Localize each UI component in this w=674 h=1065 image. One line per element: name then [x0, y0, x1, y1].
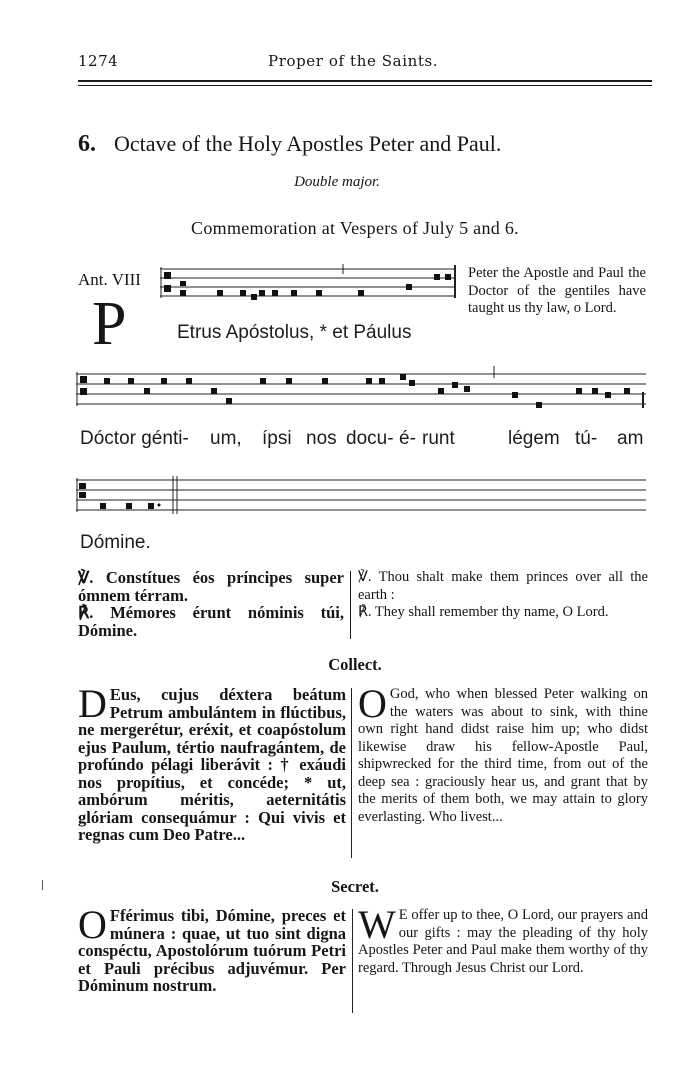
secret-heading: Secret.: [331, 877, 379, 896]
running-head: [78, 52, 652, 74]
secret-english-initial: W: [358, 902, 396, 947]
secret-latin: [78, 902, 346, 995]
antiphon-translation: Peter the Apostle and Paul the Doctor of the gentiles have taught us thy law, o Lord.: [468, 265, 646, 316]
antiphon-lyric-2-word: runt: [422, 428, 455, 449]
antiphon-lyric-3: Dómine.: [80, 532, 151, 553]
collect-heading: Collect.: [328, 655, 382, 674]
antiphon-lyric-2-word: é-: [399, 428, 416, 449]
antiphon-lyric-2-word: légem: [508, 428, 560, 449]
antiphon-lyric-2-word: Dóctor génti-: [80, 428, 189, 449]
margin-mark: [42, 880, 43, 890]
feast-name: Octave of the Holy Apostles Peter and Paul.: [114, 131, 502, 156]
antiphon-lyric-2-word: tú-: [575, 428, 598, 449]
running-title: Proper of the Saints.: [268, 52, 439, 70]
collect-english-initial: O: [358, 681, 387, 726]
antiphon-initial: P: [92, 290, 127, 358]
secret-english: [358, 902, 648, 977]
secret-latin-initial: O: [78, 902, 107, 947]
collect-latin: [78, 681, 346, 844]
feast-title: [78, 131, 658, 158]
antiphon-lyric-2-word: docu-: [346, 428, 394, 449]
collect-english: [358, 681, 648, 826]
antiphon-lyric-2-word: nos: [306, 428, 337, 449]
column-divider: [351, 688, 352, 858]
antiphon-lyric-2-word: am: [617, 428, 644, 449]
commemoration-line: Commemoration at Vespers of July 5 and 6.: [191, 218, 519, 238]
page-number: 1274: [78, 52, 119, 70]
antiphon-label: Ant. VIII: [78, 270, 141, 289]
antiphon-lyric-2-word: ípsi: [262, 428, 292, 449]
chant-staff-3: [76, 472, 650, 518]
chant-staff-2: [76, 364, 650, 412]
header-rule-thin: [78, 85, 652, 86]
feast-rank: Double major.: [294, 174, 380, 190]
collect-english-text: God, who when blessed Peter walking on the waters was about to sink, with thine own right hand didst raise him up; who didst likewise draw his fellow-Apostle Paul, shipwrecked for the third time, from out of the deep sea : graciously hear us, and grant that by the merits of them both, we may attain to glory everlasting. Who livest...: [358, 686, 648, 825]
column-divider: [352, 909, 353, 1013]
antiphon-lyric-1: Etrus Apóstolus, * et Páulus: [177, 322, 412, 343]
column-divider: [350, 571, 351, 639]
header-rule: [78, 80, 652, 82]
antiphon-lyric-2-word: um,: [210, 428, 242, 449]
secret-latin-text: Fférimus tibi, Dómine, preces et múnera : quae, ut tuo sint digna conspéctu, Apostolórum tuórum Petri et Pauli précibus adjuvémur. Per Dóminum nostrum.: [78, 906, 346, 995]
collect-latin-text: Eus, cujus déxtera beátum Petrum ambulántem in flúctibus, ne mergerétur, eréxit, et coapóstolum ejus Paulum, tértio naufragántem, de profúndo pélagi liberávit : † exáudi nos propítius, et concéde; * ut, ambórum méritis, aeternitátis glóriam consequámur : Qui vivis et regnas cum Deo Patre...: [78, 685, 346, 844]
secret-english-text: E offer up to thee, O Lord, our prayers and our gifts : may the pleading of thy holy Apostles Peter and Paul make them worthy of thy regard. Through Jesus Christ our Lord.: [358, 907, 648, 976]
feast-number: 6.: [78, 131, 96, 157]
versicle-latin: ℣. Constítues éos príncipes super ómnem térram. ℟. Mémores érunt nóminis túi, Dómine.: [78, 568, 344, 640]
collect-latin-initial: D: [78, 681, 107, 726]
chant-staff-1: [160, 262, 460, 302]
versicle-english: ℣. Thou shalt make them princes over all the earth : ℟. They shall remember thy name, O Lord.: [358, 569, 648, 620]
